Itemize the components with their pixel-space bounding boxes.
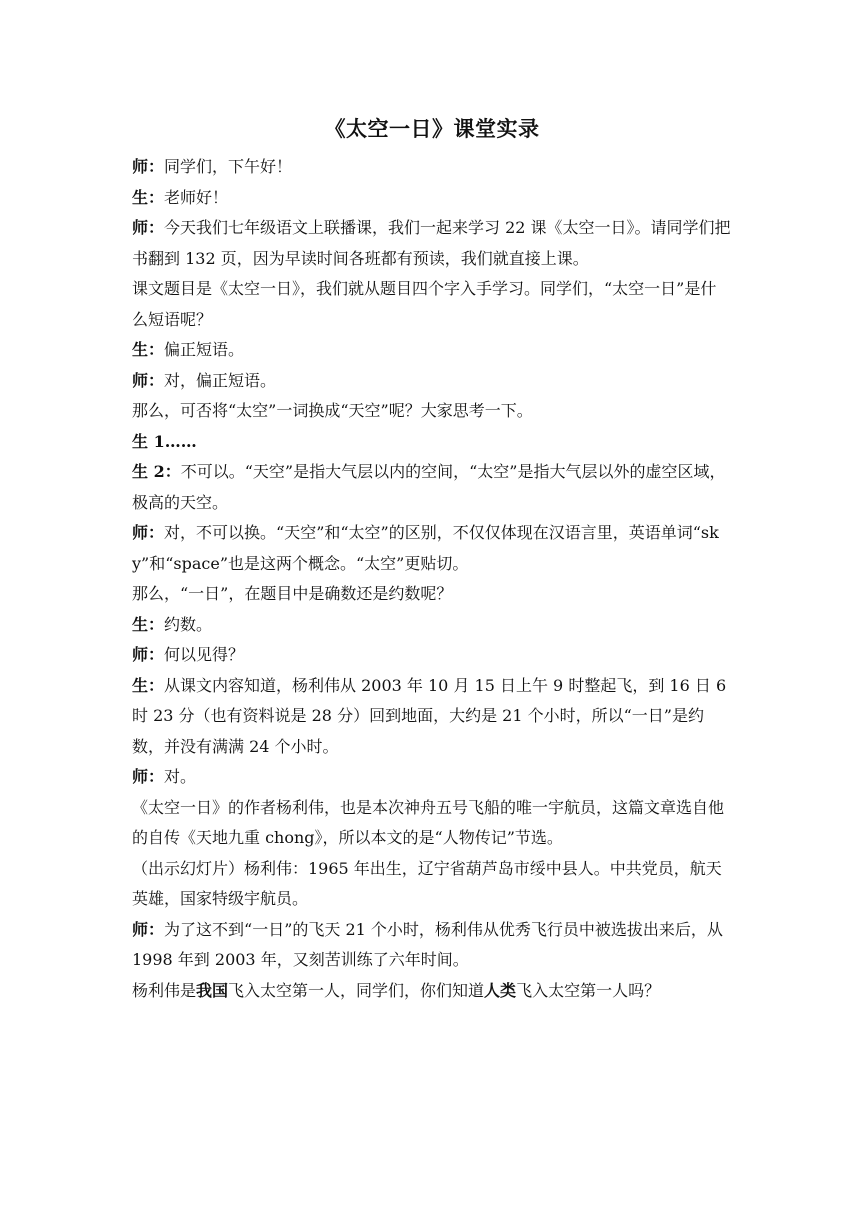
speaker-label: 师：	[132, 523, 165, 542]
speaker-label: 师：	[132, 370, 165, 390]
paragraph-text: 偏正短语。	[164, 340, 245, 359]
paragraph-text: 课文题目是《太空一日》，我们就从题目四个字入手学习。同学们，“太空一日”是什么短语呢？	[132, 279, 717, 329]
emphasis-text: 我国	[196, 980, 229, 1000]
dialogue-paragraph	[132, 274, 732, 335]
speaker-label: 生：	[132, 187, 165, 207]
dialogue-paragraph	[132, 762, 732, 793]
dialogue-paragraph	[132, 793, 732, 854]
speaker-label: 师：	[132, 919, 165, 939]
paragraph-text: 不可以。“天空”是指大气层以内的空间，“太空”是指大气层以外的虚空区域，极高的天空。	[132, 462, 726, 512]
dialogue-paragraph	[132, 396, 732, 427]
paragraph-text: 对，不可以换。“天空”和“太空”的区别，不仅仅体现在汉语言里，英语单词“sky”和“space”也是这两个概念。“太空”更贴切。	[132, 523, 719, 573]
speaker-label: 生 2：	[132, 462, 181, 481]
paragraph-text: 《太空一日》的作者杨利伟，也是本次神舟五号飞船的唯一宇航员，这篇文章选自他的自传《天地九重 chong》，所以本文的是“人物传记”节选。	[132, 797, 725, 847]
paragraph-text: 同学们，下午好！	[164, 157, 293, 176]
paragraph-text: 何以见得？	[164, 645, 245, 664]
paragraph-text: 杨利伟是	[132, 980, 197, 1000]
paragraph-text: 老师好！	[164, 187, 229, 207]
paragraph-text: （出示幻灯片）杨利伟：1965 年出生，辽宁省葫芦岛市绥中县人。中共党员，航天英雄，国家特级宇航员。	[132, 858, 722, 908]
speaker-label: 师：	[132, 157, 165, 176]
dialogue-paragraph	[132, 854, 732, 915]
document-title: 《太空一日》课堂实录	[324, 116, 540, 141]
dialogue-paragraph	[132, 579, 732, 610]
emphasis-text: 人类	[484, 980, 517, 1000]
speaker-label: 师：	[132, 218, 165, 237]
paragraph-text: 从课文内容知道，杨利伟从 2003 年 10 月 15 日上午 9 时整起飞，到 16 日 6 时 23 分（也有资料说是 28 分）回到地面，大约是 21 个小时，所以“一日”是约数，并没有满满 24 个小时。	[132, 675, 727, 756]
speaker-label: 师：	[132, 767, 165, 786]
speaker-label: 生：	[132, 675, 165, 695]
dialogue-paragraph	[132, 213, 732, 274]
dialogue-paragraph	[132, 427, 732, 458]
dialogue-paragraph	[132, 335, 732, 366]
speaker-label: 师：	[132, 645, 165, 664]
speaker-label: 生：	[132, 340, 165, 359]
dialogue-paragraph	[132, 640, 732, 671]
document-content	[132, 112, 732, 1006]
dialogue-paragraph	[132, 915, 732, 976]
dialogue-paragraph	[132, 457, 732, 518]
paragraph-text: 约数。	[164, 614, 213, 634]
paragraph-text: 对，偏正短语。	[164, 370, 277, 390]
paragraph-text: 飞入太空第一人，同学们，你们知道	[228, 980, 485, 1000]
final-paragraph	[132, 976, 732, 1007]
dialogue-paragraph	[132, 183, 732, 214]
speaker-label: 生：	[132, 614, 165, 634]
paragraph-text: 那么，可否将“太空”一词换成“天空”呢？大家思考一下。	[132, 401, 533, 420]
dialogue-paragraph	[132, 518, 732, 579]
paragraph-text: 对。	[164, 767, 197, 786]
dialogue-paragraph	[132, 366, 732, 397]
speaker-label: 生 1……	[132, 431, 197, 451]
paragraph-text: 飞入太空第一人吗？	[516, 980, 661, 1000]
paragraph-text: 那么，“一日”，在题目中是确数还是约数呢？	[132, 584, 453, 603]
dialogue-paragraph	[132, 671, 732, 763]
dialogue-paragraph	[132, 152, 732, 183]
dialogue-paragraph	[132, 610, 732, 641]
paragraph-text: 为了这不到“一日”的飞天 21 个小时，杨利伟从优秀飞行员中被选拔出来后，从 1998 年到 2003 年，又刻苦训练了六年时间。	[132, 919, 723, 969]
paragraph-text: 今天我们七年级语文上联播课，我们一起来学习 22 课《太空一日》。请同学们把书翻到 132 页，因为早读时间各班都有预读，我们就直接上课。	[132, 218, 731, 268]
